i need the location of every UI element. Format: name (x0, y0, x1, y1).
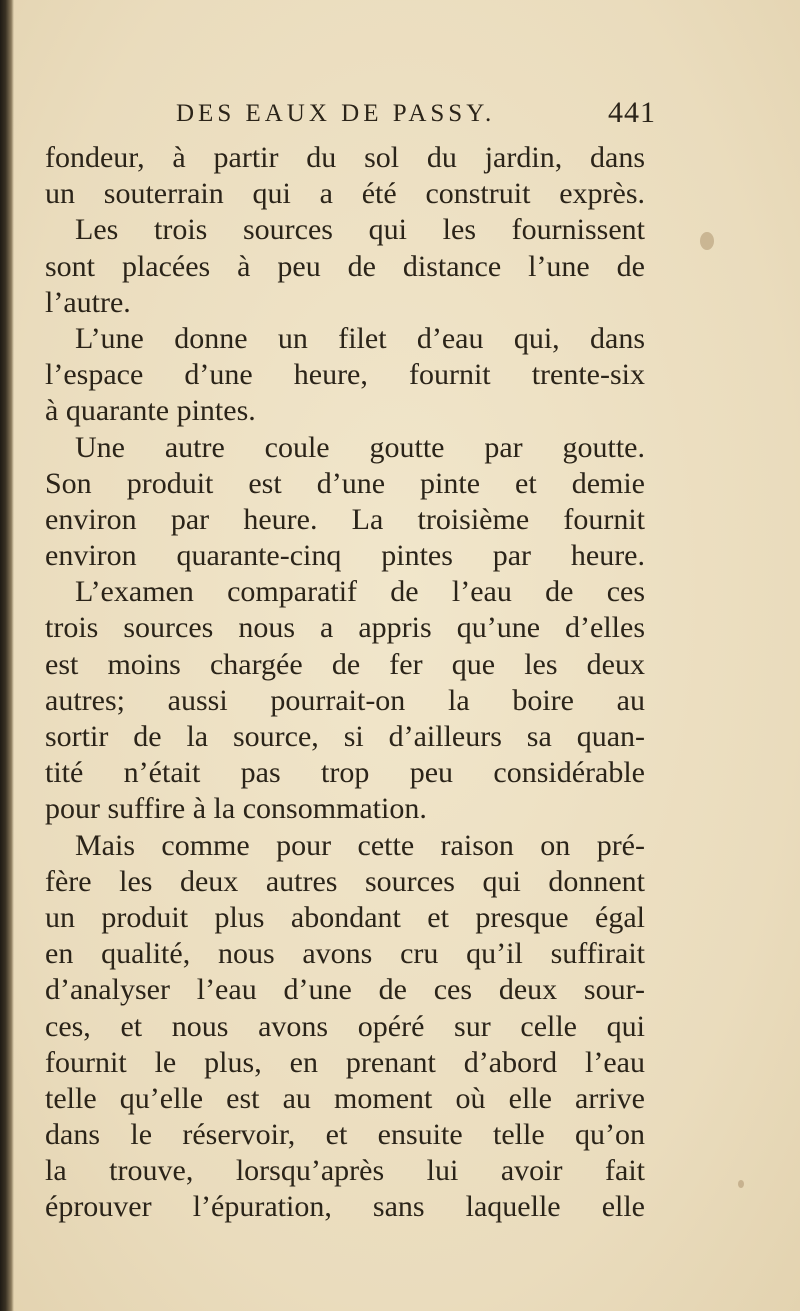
text-line: Une autre coule goutte par goutte. (75, 430, 645, 464)
text-line: à quarante pintes. (45, 394, 256, 428)
text-line: Son produit est d’une pinte et demie (45, 466, 645, 500)
text-line: autres; aussi pourrait-on la boire au (45, 683, 645, 717)
text-line: l’autre. (45, 285, 131, 319)
text-line: environ par heure. La troisième fournit (45, 502, 645, 536)
text-line: L’examen comparatif de l’eau de ces (75, 575, 645, 609)
running-header (176, 96, 656, 136)
running-head-title: DES EAUX DE PASSY. (176, 100, 496, 127)
text-line: la trouve, lorsqu’après lui avoir fait (45, 1154, 645, 1188)
text-line: Les trois sources qui les fournissent (75, 213, 645, 247)
text-line: l’espace d’une heure, fournit trente-six (45, 358, 645, 392)
text-line: fère les deux autres sources qui donnent (45, 864, 645, 898)
text-line: L’une donne un filet d’eau qui, dans (75, 321, 645, 355)
text-line: sont placées à peu de distance l’une de (45, 249, 645, 283)
text-line: dans le réservoir, et ensuite telle qu’on (45, 1118, 645, 1152)
body-text (45, 140, 645, 1226)
text-line: trois sources nous a appris qu’une d’elles (45, 611, 645, 645)
page-number: 441 (608, 96, 656, 129)
text-line: pour suffire à la consommation. (45, 792, 427, 826)
text-line: sortir de la source, si d’ailleurs sa quan- (45, 720, 645, 753)
text-line: en qualité, nous avons cru qu’il suffirait (45, 937, 645, 971)
text-line: Mais comme pour cette raison on pré- (75, 828, 645, 862)
text-line: un souterrain qui a été construit exprès. (45, 177, 645, 211)
text-line: éprouver l’épuration, sans laquelle elle (45, 1190, 645, 1224)
text-line: un produit plus abondant et presque égal (45, 900, 645, 934)
text-line: tité n’était pas trop peu considérable (45, 756, 645, 790)
book-spine-shadow (0, 0, 14, 1311)
text-line: fournit le plus, en prenant d’abord l’eau (45, 1045, 645, 1079)
text-line: telle qu’elle est au moment où elle arrive (45, 1081, 645, 1115)
text-line: est moins chargée de fer que les deux (45, 647, 645, 681)
paper-stain (700, 232, 714, 250)
text-line: environ quarante-cinq pintes par heure. (45, 539, 645, 573)
text-line: ces, et nous avons opéré sur celle qui (45, 1009, 645, 1043)
text-line: d’analyser l’eau d’une de ces deux sour- (45, 973, 645, 1007)
paper-stain (738, 1180, 744, 1188)
text-line: fondeur, à partir du sol du jardin, dans (45, 141, 645, 174)
